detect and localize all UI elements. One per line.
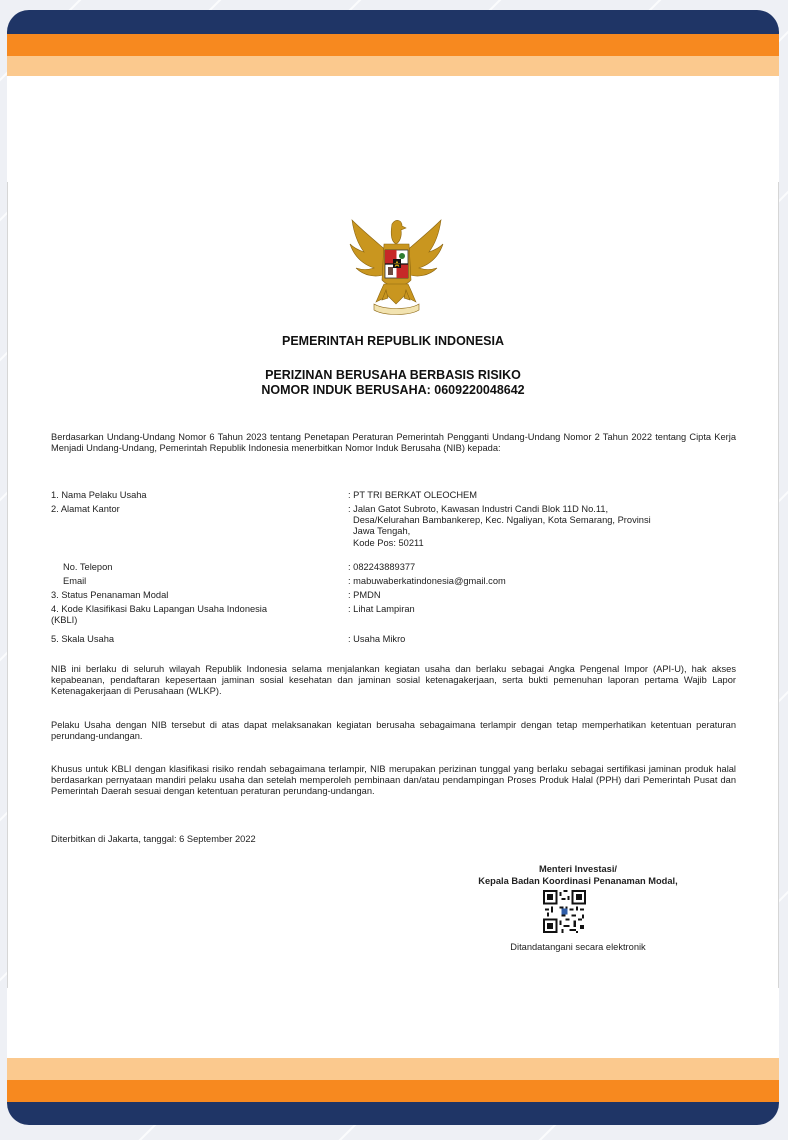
alamat-label: 2. Alamat Kantor (51, 504, 120, 514)
field-telepon (51, 562, 741, 574)
field-email (51, 576, 741, 588)
permit-heading (8, 368, 778, 398)
intro-paragraph: Berdasarkan Undang-Undang Nomor 6 Tahun 2023 tentang Penetapan Peraturan Pemerintah Pengganti Undang-Undang Nomor 2 Tahun 2022 tentang Cipta Kerja Menjadi Undang-Undang, Pemerintah Republik Indonesia menerbitkan Nomor Induk Berusaha (NIB) kepada: (51, 432, 736, 454)
top-peach-band (7, 56, 779, 76)
garuda-emblem (344, 210, 449, 320)
field-nama (51, 490, 741, 502)
validity-paragraph: NIB ini berlaku di seluruh wilayah Republik Indonesia selama menjalankan kegiatan usaha dan berlaku sebagai Angka Pengenal Impor (API-U), hak akses kepabeanan, pendaftaran kepesertaan jaminan sosial kesehatan dan jaminan sosial ketenagakerjaan, serta bukti pemenuhan laporan pertama Wajib Lapor Ketenagakerjaan di Perusahaan (WLKP). (51, 664, 736, 697)
alamat-line: Kode Pos: 50211 (353, 537, 424, 548)
bottom-navy-band (7, 1102, 779, 1125)
e-signature-note: Ditandatangani secara elektronik (510, 942, 646, 952)
kbli-label-line: 4. Kode Klasifikasi Baku Lapangan Usaha Indonesia (51, 604, 268, 614)
government-title: PEMERINTAH REPUBLIK INDONESIA (281, 334, 504, 348)
telepon-value: : 082243889377 (348, 562, 416, 572)
skala-label: 5. Skala Usaha (51, 634, 115, 644)
qr-code (543, 890, 586, 933)
field-skala (51, 634, 741, 646)
signatory-block (428, 863, 728, 887)
field-alamat (51, 504, 741, 560)
kbli-label-line: (KBLI) (51, 615, 78, 626)
email-label: Email (63, 576, 87, 586)
kbli-value: : Lihat Lampiran (348, 604, 415, 614)
nama-value: : PT TRI BERKAT OLEOCHEM (348, 490, 477, 500)
signatory-title-1: Menteri Investasi/ (538, 864, 618, 874)
permit-title: PERIZINAN BERUSAHA BERBASIS RISIKO (265, 368, 521, 382)
top-orange-band (7, 34, 779, 56)
nama-label: 1. Nama Pelaku Usaha (51, 490, 147, 500)
field-kbli (51, 604, 741, 628)
activity-paragraph: Pelaku Usaha dengan NIB tersebut di atas dapat melaksanakan kegiatan berusaha sebagaimana terlampir dengan tetap memperhatikan ketentuan peraturan perundang-undangan. (51, 720, 736, 742)
issued-date: Diterbitkan di Jakarta, tanggal: 6 September 2022 (51, 834, 256, 844)
status-value: : PMDN (348, 590, 381, 600)
alamat-value (348, 504, 738, 549)
certificate-card (7, 10, 779, 1125)
alamat-line: Jawa Tengah, (353, 526, 411, 537)
nib-number: NOMOR INDUK BERUSAHA: 0609220048642 (261, 383, 525, 397)
email-value: : mabuwaberkatindonesia@gmail.com (348, 576, 506, 586)
status-label: 3. Status Penanaman Modal (51, 590, 169, 600)
signatory-title-2: Kepala Badan Koordinasi Penanaman Modal, (478, 876, 678, 886)
alamat-line: Desa/Kelurahan Bambankerep, Kec. Ngaliyan, Kota Semarang, Provinsi (353, 515, 651, 526)
top-navy-band (7, 10, 779, 34)
halal-paragraph: Khusus untuk KBLI dengan klasifikasi risiko rendah sebagaimana terlampir, NIB merupakan perizinan tunggal yang berlaku sebagai sertifikasi jaminan produk halal berdasarkan pernyataan mandiri pelaku usaha dan setelah memperoleh pembinaan dan/atau pendampingan Proses Produk Halal (PPH) dari Pemerintah Pusat dan Pemerintah Daerah sesuai dengan ketentuan peraturan perundang-undangan. (51, 764, 736, 797)
bottom-peach-band (7, 1058, 779, 1080)
alamat-line: : Jalan Gatot Subroto, Kawasan Industri Candi Blok 11D No.11, (348, 504, 609, 514)
telepon-label: No. Telepon (63, 562, 113, 572)
bottom-orange-band (7, 1080, 779, 1102)
field-status (51, 590, 741, 602)
skala-value: : Usaha Mikro (348, 634, 406, 644)
kbli-label (51, 604, 341, 626)
document-page (7, 182, 779, 988)
